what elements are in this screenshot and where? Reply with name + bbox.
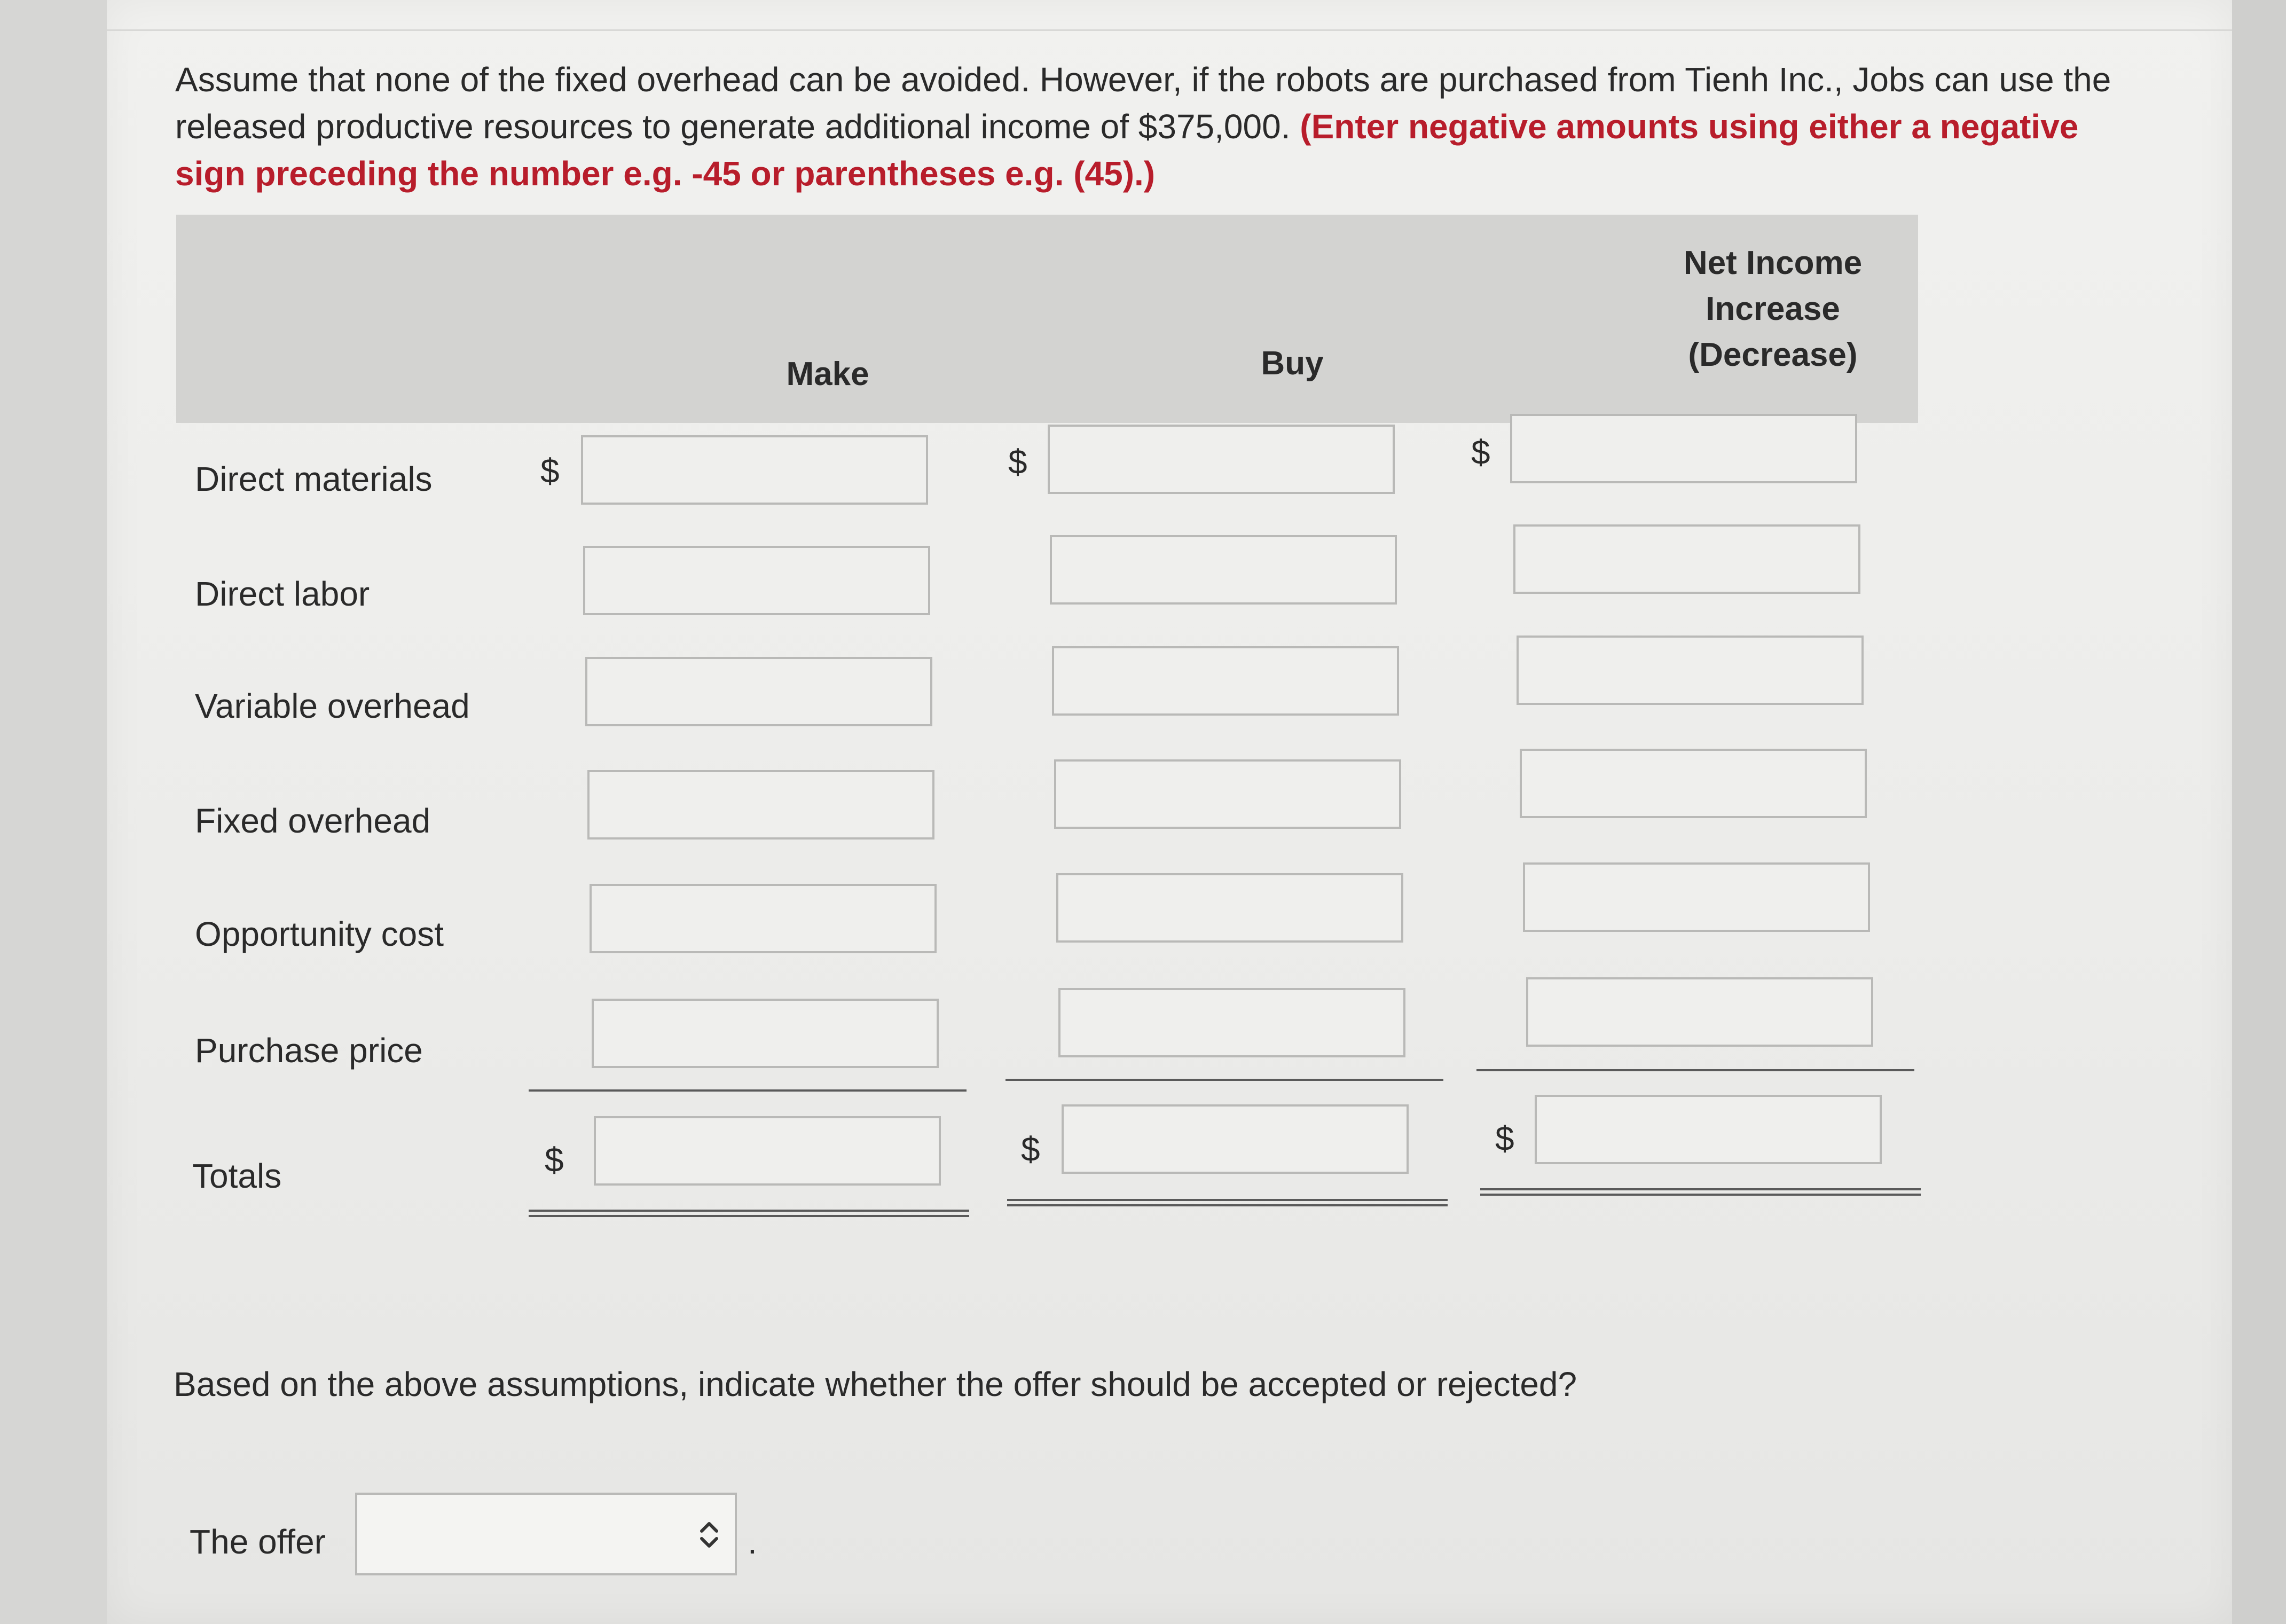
column-header-make: Make	[786, 356, 869, 393]
worksheet-panel	[107, 0, 2232, 1624]
net-direct-materials-input[interactable]	[1510, 414, 1857, 483]
offer-select[interactable]	[355, 1493, 737, 1575]
net-totals-double-rule	[1480, 1188, 1921, 1196]
buy-totals-dollar-sign: $	[1021, 1130, 1040, 1168]
make-direct-materials-input[interactable]	[581, 435, 928, 505]
row-label-fixed-overhead: Fixed overhead	[195, 802, 431, 840]
instructions	[175, 56, 2151, 197]
make-subtotal-rule	[529, 1089, 967, 1092]
row-label-direct-materials: Direct materials	[195, 460, 433, 498]
make-opportunity-cost-input[interactable]	[590, 884, 937, 953]
net-totals-input[interactable]	[1535, 1095, 1882, 1164]
buy-totals-input[interactable]	[1062, 1104, 1409, 1174]
decision-question: Based on the above assumptions, indicate whether the offer should be accepted or rejected?	[174, 1365, 1577, 1403]
buy-dollar-sign: $	[1008, 443, 1027, 481]
instructions-emphasis: (Enter negative amounts using either a negative sign preceding the number e.g. -45 or parentheses e.g. (45).)	[175, 107, 2079, 193]
offer-label: The offer	[190, 1523, 326, 1561]
buy-direct-labor-input[interactable]	[1050, 535, 1397, 605]
make-variable-overhead-input[interactable]	[585, 657, 932, 726]
make-purchase-price-input[interactable]	[592, 999, 939, 1068]
instructions-text: Assume that none of the fixed overhead can be avoided. However, if the robots are purchased from Tienh Inc., Jobs can use the released productive resources to generate additional income of $375,000.	[175, 60, 2111, 146]
buy-subtotal-rule	[1005, 1079, 1443, 1081]
row-label-direct-labor: Direct labor	[195, 575, 370, 613]
row-label-variable-overhead: Variable overhead	[195, 687, 470, 725]
make-totals-dollar-sign: $	[545, 1141, 564, 1179]
make-dollar-sign: $	[540, 452, 560, 490]
buy-variable-overhead-input[interactable]	[1052, 646, 1399, 716]
make-direct-labor-input[interactable]	[583, 546, 930, 615]
sentence-period: .	[748, 1523, 757, 1561]
column-header-buy: Buy	[1261, 345, 1324, 382]
buy-fixed-overhead-input[interactable]	[1054, 759, 1401, 829]
net-totals-dollar-sign: $	[1495, 1119, 1514, 1158]
row-label-opportunity-cost: Opportunity cost	[195, 915, 444, 953]
row-label-totals: Totals	[192, 1157, 282, 1195]
up-down-chevron-icon	[696, 1513, 722, 1567]
buy-purchase-price-input[interactable]	[1058, 988, 1405, 1057]
net-dollar-sign: $	[1471, 433, 1490, 472]
make-fixed-overhead-input[interactable]	[587, 770, 934, 840]
net-subtotal-rule	[1476, 1069, 1914, 1071]
make-totals-double-rule	[529, 1210, 969, 1217]
net-header-line-1: Net Income	[1683, 245, 1863, 281]
make-totals-input[interactable]	[594, 1116, 941, 1186]
buy-totals-double-rule	[1007, 1199, 1448, 1206]
top-strip	[107, 0, 2232, 31]
net-variable-overhead-input[interactable]	[1517, 636, 1864, 705]
net-purchase-price-input[interactable]	[1526, 977, 1873, 1047]
buy-direct-materials-input[interactable]	[1048, 425, 1395, 494]
net-header-line-2: Increase	[1706, 291, 1840, 327]
buy-opportunity-cost-input[interactable]	[1056, 873, 1403, 943]
net-fixed-overhead-input[interactable]	[1520, 749, 1867, 818]
screen-right-edge	[2232, 0, 2286, 1624]
row-label-purchase-price: Purchase price	[195, 1031, 423, 1070]
net-header-line-3: (Decrease)	[1688, 336, 1858, 373]
chevron-svg	[696, 1513, 722, 1556]
net-direct-labor-input[interactable]	[1513, 524, 1860, 594]
column-header-net-income	[1602, 240, 1944, 378]
net-opportunity-cost-input[interactable]	[1523, 862, 1870, 932]
